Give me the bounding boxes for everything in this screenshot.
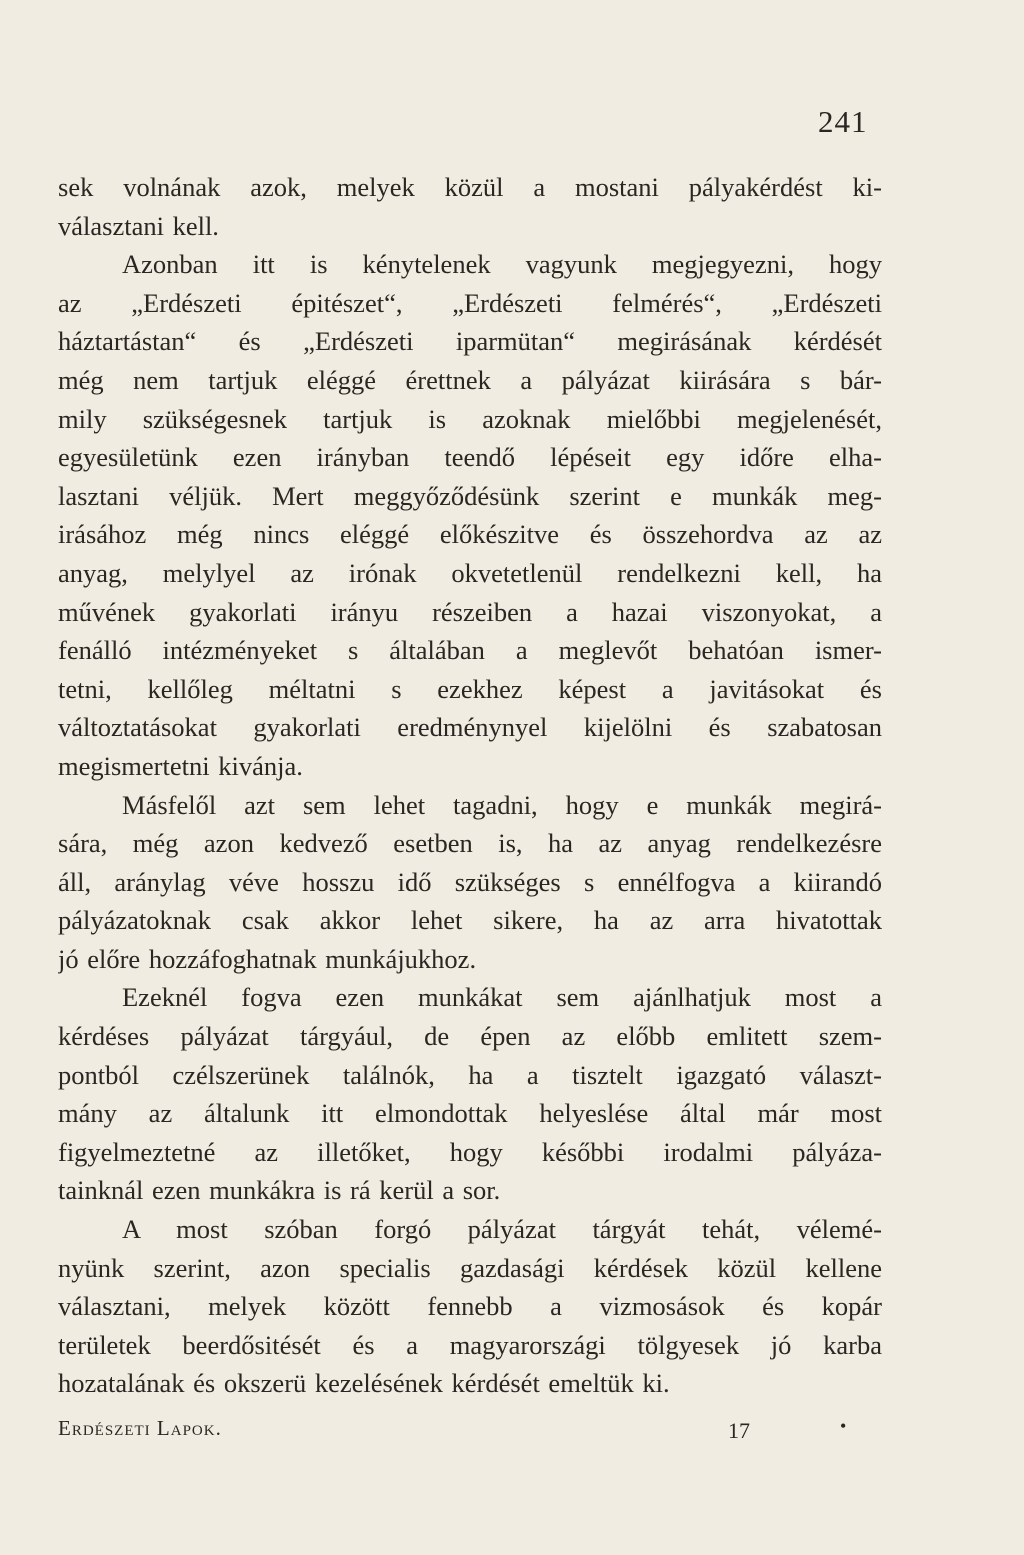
text-line: áll, aránylag véve hosszu idő szükséges s ennélfogva a kiirandó <box>58 866 882 897</box>
text-line: választani kell. <box>58 210 219 241</box>
page-number: 241 <box>818 104 868 139</box>
text-line: tetni, kellőleg méltatni s ezekhez képest a javitásokat és <box>58 673 882 704</box>
text-line: fenálló intézményeket s általában a meglevőt behatóan ismer- <box>58 635 882 666</box>
text-line: pontból czélszerünek találnók, ha a tisztelt igazgató választ- <box>58 1059 882 1090</box>
text-line: nyünk szerint, azon specialis gazdasági kérdések közül kellene <box>58 1252 882 1283</box>
page-footer <box>58 1412 882 1442</box>
body-text <box>58 168 882 1403</box>
text-line: lasztani véljük. Mert meggyőződésünk szerint e munkák meg- <box>58 480 882 511</box>
text-line: művének gyakorlati irányu részeiben a hazai viszonyokat, a <box>58 596 882 627</box>
text-line: választani, melyek között fennebb a vizmosások és kopár <box>58 1291 882 1322</box>
text-line: egyesületünk ezen irányban teendő lépéseit egy időre elha- <box>58 442 882 473</box>
text-line: megismertetni kivánja. <box>58 750 303 781</box>
text-line: sek volnának azok, melyek közül a mostani pályakérdést ki- <box>58 172 882 202</box>
text-line: irásához még nincs eléggé előkészitve és összehordva az az <box>58 519 882 550</box>
text-line: Azonban itt is kénytelenek vagyunk megjegyezni, hogy <box>122 249 882 280</box>
text-line: kérdéses pályázat tárgyául, de épen az előbb emlitett szem- <box>58 1021 882 1052</box>
text-line: hozatalának és okszerü kezelésének kérdését emeltük ki. <box>58 1368 670 1399</box>
text-line: még nem tartjuk eléggé érettnek a pályázat kiirására s bár- <box>58 364 882 395</box>
text-line: mány az általunk itt elmondottak helyeslése által már most <box>58 1098 882 1129</box>
journal-name: Erdészeti Lapok. <box>58 1416 222 1440</box>
signature-mark: 17 <box>728 1418 750 1443</box>
text-line: változtatásokat gyakorlati eredménynyel kijelölni és szabatosan <box>58 712 882 743</box>
text-line: jó előre hozzáfoghatnak munkájukhoz. <box>58 943 477 974</box>
text-line: Ezeknél fogva ezen munkákat sem ajánlhatjuk most a <box>122 982 882 1013</box>
text-line: A most szóban forgó pályázat tárgyát tehát, vélemé- <box>122 1214 882 1245</box>
text-line: pályázatoknak csak akkor lehet sikere, ha az arra hivatottak <box>58 905 882 936</box>
text-line: sára, még azon kedvező esetben is, ha az anyag rendelkezésre <box>58 828 882 859</box>
text-line: tainknál ezen munkákra is rá kerül a sor. <box>58 1175 501 1206</box>
text-line: területek beerdősitését és a magyarországi tölgyesek jó karba <box>58 1329 882 1360</box>
text-line: háztartástan“ és „Erdészeti iparmütan“ megirásának kérdését <box>58 326 882 357</box>
text-line: anyag, melylyel az irónak okvetetlenül rendelkezni kell, ha <box>58 557 882 588</box>
text-line: figyelmeztetné az illetőket, hogy későbbi irodalmi pályáza- <box>58 1136 882 1167</box>
text-line: mily szükségesnek tartjuk is azoknak mielőbbi megjelenését, <box>58 403 882 434</box>
text-line: az „Erdészeti épitészet“, „Erdészeti felmérés“, „Erdészeti <box>58 287 882 318</box>
dot-mark: • <box>840 1416 847 1436</box>
text-line: Másfelől azt sem lehet tagadni, hogy e munkák megirá- <box>122 789 882 820</box>
